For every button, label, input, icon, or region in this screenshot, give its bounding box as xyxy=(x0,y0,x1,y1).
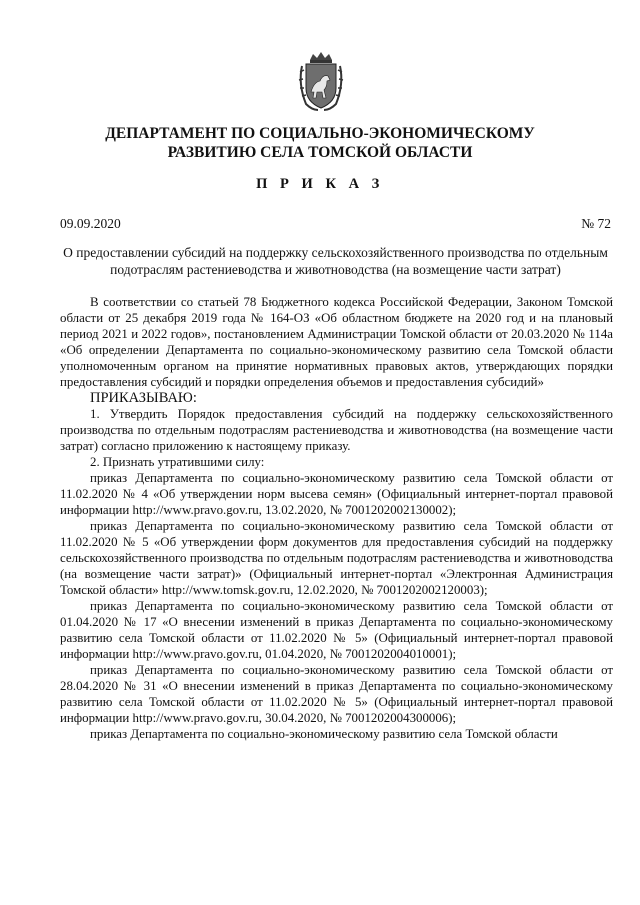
decree-word: ПРИКАЗЫВАЮ: xyxy=(90,390,197,406)
repealed-order-item: приказ Департамента по социально-экономическому развитию села Томской области от 01.04.2020 № 17 «О внесении изменений в приказ Департамента по социально-экономическому развитию села Томской области от 11.02.2020 № 5» (Официальный интернет-портал правовой информации http://www.pravo.gov.ru, 01.04.2020, № 7001202004010001); xyxy=(60,599,613,661)
document-date: 09.09.2020 xyxy=(60,216,121,231)
repealed-order-item: приказ Департамента по социально-экономическому развитию села Томской области от 11.02.2020 № 5 «Об утверждении форм документов для предоставления субсидий на поддержку сельскохозяйственного производства по отдельным подотраслям растениеводства и животноводства (на возмещение части затрат)» (Официальный интернет-портал «Электронная Администрация Томской области» http://www.tomsk.gov.ru, 12.02.2020, № 7001202002120003); xyxy=(60,519,613,597)
document-type: П Р И К А З xyxy=(256,176,384,192)
clause-2: 2. Признать утратившими силу: xyxy=(90,455,265,469)
document-subject: О предоставлении субсидий на поддержку сельскохозяйственного производства по отдельным подотраслям растениеводства и животноводства (на возмещение части затрат) xyxy=(63,245,608,277)
department-title-line-1: ДЕПАРТАМЕНТ ПО СОЦИАЛЬНО-ЭКОНОМИЧЕСКОМУ xyxy=(105,125,535,142)
document-number: № 72 xyxy=(581,216,611,231)
document-body xyxy=(60,294,613,742)
preamble-paragraph: В соответствии со статьей 78 Бюджетного кодекса Российской Федерации, Законом Томской области от 25 декабря 2019 года № 164-ОЗ «Об областном бюджете на 2020 год и на плановый период 2021 и 2022 годов», постановлением Администрации Томской области от 20.03.2020 № 114а «Об определении Департамента по социально-экономическому развитию села Томской области уполномоченным органом на принятие нормативных правовых актов, утверждающих порядки предоставления субсидий и порядки определения объемов и предоставления субсидий» xyxy=(60,295,613,389)
repealed-order-item: приказ Департамента по социально-экономическому развитию села Томской области от 28.04.2020 № 31 «О внесении изменений в приказ Департамента по социально-экономическому развитию села Томской области от 11.02.2020 № 5» (Официальный интернет-портал правовой информации http://www.pravo.gov.ru, 30.04.2020, № 7001202004300006); xyxy=(60,663,613,725)
tomsk-coat-of-arms-icon xyxy=(296,52,346,112)
repealed-order-item: приказ Департамента по социально-экономическому развитию села Томской области от 11.02.2020 № 4 «Об утверждении норм высева семян» (Официальный интернет-портал правовой информации http://www.pravo.gov.ru, 13.02.2020, № 7001202002130002); xyxy=(60,471,613,517)
repealed-order-item: приказ Департамента по социально-экономическому развитию села Томской области xyxy=(90,727,558,741)
department-title-line-2: РАЗВИТИЮ СЕЛА ТОМСКОЙ ОБЛАСТИ xyxy=(167,144,473,161)
clause-1: 1. Утвердить Порядок предоставления субсидий на поддержку сельскохозяйственного производства по отдельным подотраслям растениеводства и животноводства (на возмещение части затрат) согласно приложению к настоящему приказу. xyxy=(60,407,613,453)
